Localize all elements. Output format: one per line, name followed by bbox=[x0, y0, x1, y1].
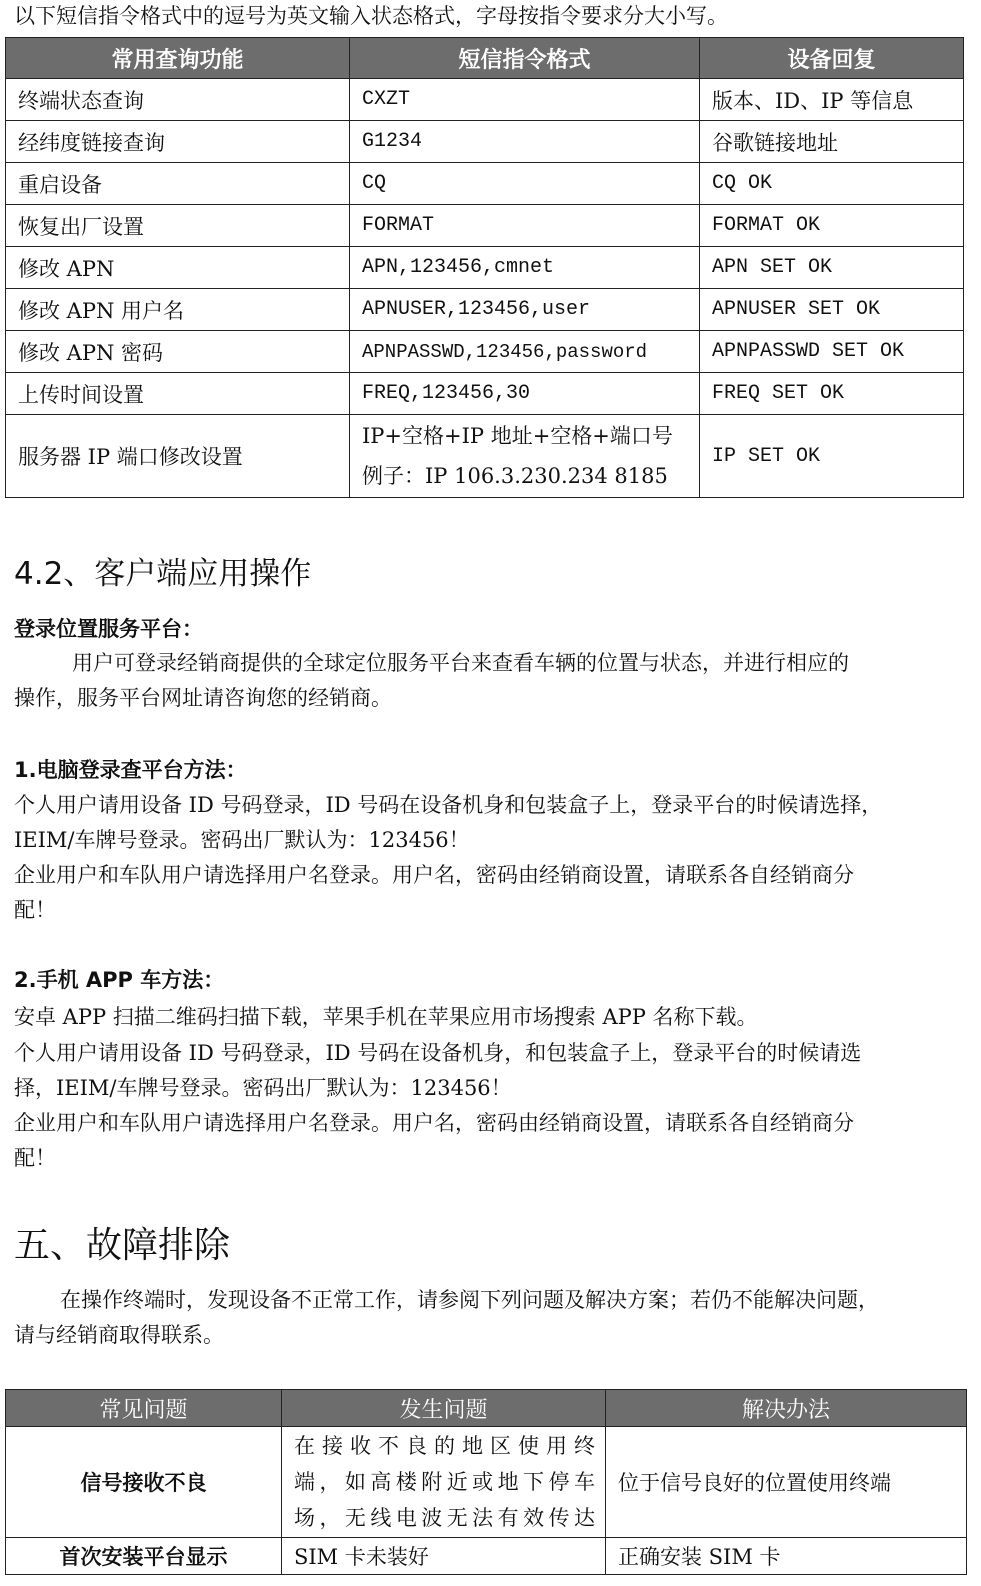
reply-cell: APNPASSWD SET OK bbox=[700, 331, 964, 373]
solution-cell: 位于信号良好的位置使用终端 bbox=[606, 1427, 967, 1538]
question-cell: 信号接收不良 bbox=[6, 1427, 282, 1538]
command-cell bbox=[350, 415, 700, 498]
app-line: 企业用户和车队用户请选择用户名登录。用户名，密码由经销商设置，请联系各自经销商分 bbox=[14, 1111, 854, 1135]
app-line: 配！ bbox=[14, 1146, 56, 1170]
function-cell: 服务器 IP 端口修改设置 bbox=[6, 415, 350, 498]
table-row bbox=[6, 289, 964, 331]
command-cell: CQ bbox=[350, 163, 700, 205]
reply-cell: 谷歌链接地址 bbox=[700, 121, 964, 163]
table-row bbox=[6, 163, 964, 205]
pc-method-heading: 1.电脑登录查平台方法： bbox=[14, 758, 247, 782]
reply-cell: IP SET OK bbox=[700, 415, 964, 498]
reply-cell: APNUSER SET OK bbox=[700, 289, 964, 331]
app-line: 个人用户请用设备 ID 号码登录，ID 号码在设备机身，和包装盒子上，登录平台的时候请选 bbox=[14, 1041, 862, 1065]
command-line-1: IP+空格+IP 地址+空格+端口号 bbox=[362, 424, 673, 448]
issue-line: 在接收不良的地区使用终 bbox=[294, 1434, 595, 1458]
table-row bbox=[6, 1427, 967, 1538]
table-header-row bbox=[6, 38, 964, 79]
pc-line: 企业用户和车队用户请选择用户名登录。用户名，密码由经销商设置，请联系各自经销商分 bbox=[14, 863, 854, 887]
header-function: 常用查询功能 bbox=[6, 38, 350, 79]
header-issue: 发生问题 bbox=[282, 1390, 606, 1427]
reply-cell: APN SET OK bbox=[700, 247, 964, 289]
command-cell: FORMAT bbox=[350, 205, 700, 247]
table-row bbox=[6, 373, 964, 415]
question-cell: 首次安装平台显示 bbox=[6, 1538, 282, 1575]
function-cell: 重启设备 bbox=[6, 163, 350, 205]
reply-cell: FORMAT OK bbox=[700, 205, 964, 247]
command-cell: FREQ,123456,30 bbox=[350, 373, 700, 415]
command-cell: APN,123456,cmnet bbox=[350, 247, 700, 289]
header-command: 短信指令格式 bbox=[350, 38, 700, 79]
command-line-2: 例子：IP 106.3.230.234 8185 bbox=[362, 464, 668, 488]
function-cell: 修改 APN bbox=[6, 247, 350, 289]
command-cell: APNPASSWD,123456,password bbox=[350, 331, 700, 373]
app-line: 安卓 APP 扫描二维码扫描下载，苹果手机在苹果应用市场搜索 APP 名称下载。 bbox=[14, 1005, 758, 1029]
login-para-line: 用户可登录经销商提供的全球定位服务平台来查看车辆的位置与状态，并进行相应的 bbox=[72, 651, 849, 675]
function-cell: 上传时间设置 bbox=[6, 373, 350, 415]
section-title-4-2: 4.2、客户端应用操作 bbox=[14, 556, 312, 592]
reply-cell: FREQ SET OK bbox=[700, 373, 964, 415]
issue-line: 端，如高楼附近或地下停车 bbox=[294, 1470, 595, 1494]
app-method-heading: 2.手机 APP 车方法： bbox=[14, 968, 225, 992]
table-row bbox=[6, 1538, 967, 1575]
intro-note: 以下短信指令格式中的逗号为英文输入状态格式，字母按指令要求分大小写。 bbox=[14, 4, 728, 28]
header-solution: 解决办法 bbox=[606, 1390, 967, 1427]
issue-cell: SIM 卡未装好 bbox=[282, 1538, 606, 1575]
table-row bbox=[6, 79, 964, 121]
issue-line: 场，无线电波无法有效传达 bbox=[294, 1506, 595, 1530]
app-line: 择，IEIM/车牌号登录。密码出厂默认为：123456！ bbox=[14, 1076, 512, 1100]
pc-line: IEIM/车牌号登录。密码出厂默认为：123456！ bbox=[14, 828, 470, 852]
function-cell: 修改 APN 用户名 bbox=[6, 289, 350, 331]
table-row bbox=[6, 205, 964, 247]
command-cell: APNUSER,123456,user bbox=[350, 289, 700, 331]
troubleshoot-table bbox=[5, 1389, 967, 1575]
table-row bbox=[6, 331, 964, 373]
section-title-5: 五、故障排除 bbox=[14, 1225, 231, 1266]
table-header-row bbox=[6, 1390, 967, 1427]
troubleshoot-intro-line: 请与经销商取得联系。 bbox=[14, 1323, 224, 1347]
reply-cell: 版本、ID、IP 等信息 bbox=[700, 79, 964, 121]
pc-line: 配！ bbox=[14, 898, 56, 922]
issue-cell bbox=[282, 1427, 606, 1538]
sms-command-table bbox=[5, 37, 964, 498]
command-cell: G1234 bbox=[350, 121, 700, 163]
login-para-line: 操作，服务平台网址请咨询您的经销商。 bbox=[14, 686, 392, 710]
login-heading: 登录位置服务平台： bbox=[14, 617, 203, 641]
header-question: 常见问题 bbox=[6, 1390, 282, 1427]
function-cell: 恢复出厂设置 bbox=[6, 205, 350, 247]
troubleshoot-intro-line: 在操作终端时，发现设备不正常工作，请参阅下列问题及解决方案；若仍不能解决问题， bbox=[60, 1288, 879, 1312]
reply-cell: CQ OK bbox=[700, 163, 964, 205]
solution-cell: 正确安装 SIM 卡 bbox=[606, 1538, 967, 1575]
command-cell: CXZT bbox=[350, 79, 700, 121]
table-row bbox=[6, 415, 964, 498]
function-cell: 经纬度链接查询 bbox=[6, 121, 350, 163]
pc-line: 个人用户请用设备 ID 号码登录，ID 号码在设备机身和包装盒子上，登录平台的时候请选择， bbox=[14, 793, 883, 817]
table-row bbox=[6, 121, 964, 163]
function-cell: 终端状态查询 bbox=[6, 79, 350, 121]
header-reply: 设备回复 bbox=[700, 38, 964, 79]
function-cell: 修改 APN 密码 bbox=[6, 331, 350, 373]
table-row bbox=[6, 247, 964, 289]
